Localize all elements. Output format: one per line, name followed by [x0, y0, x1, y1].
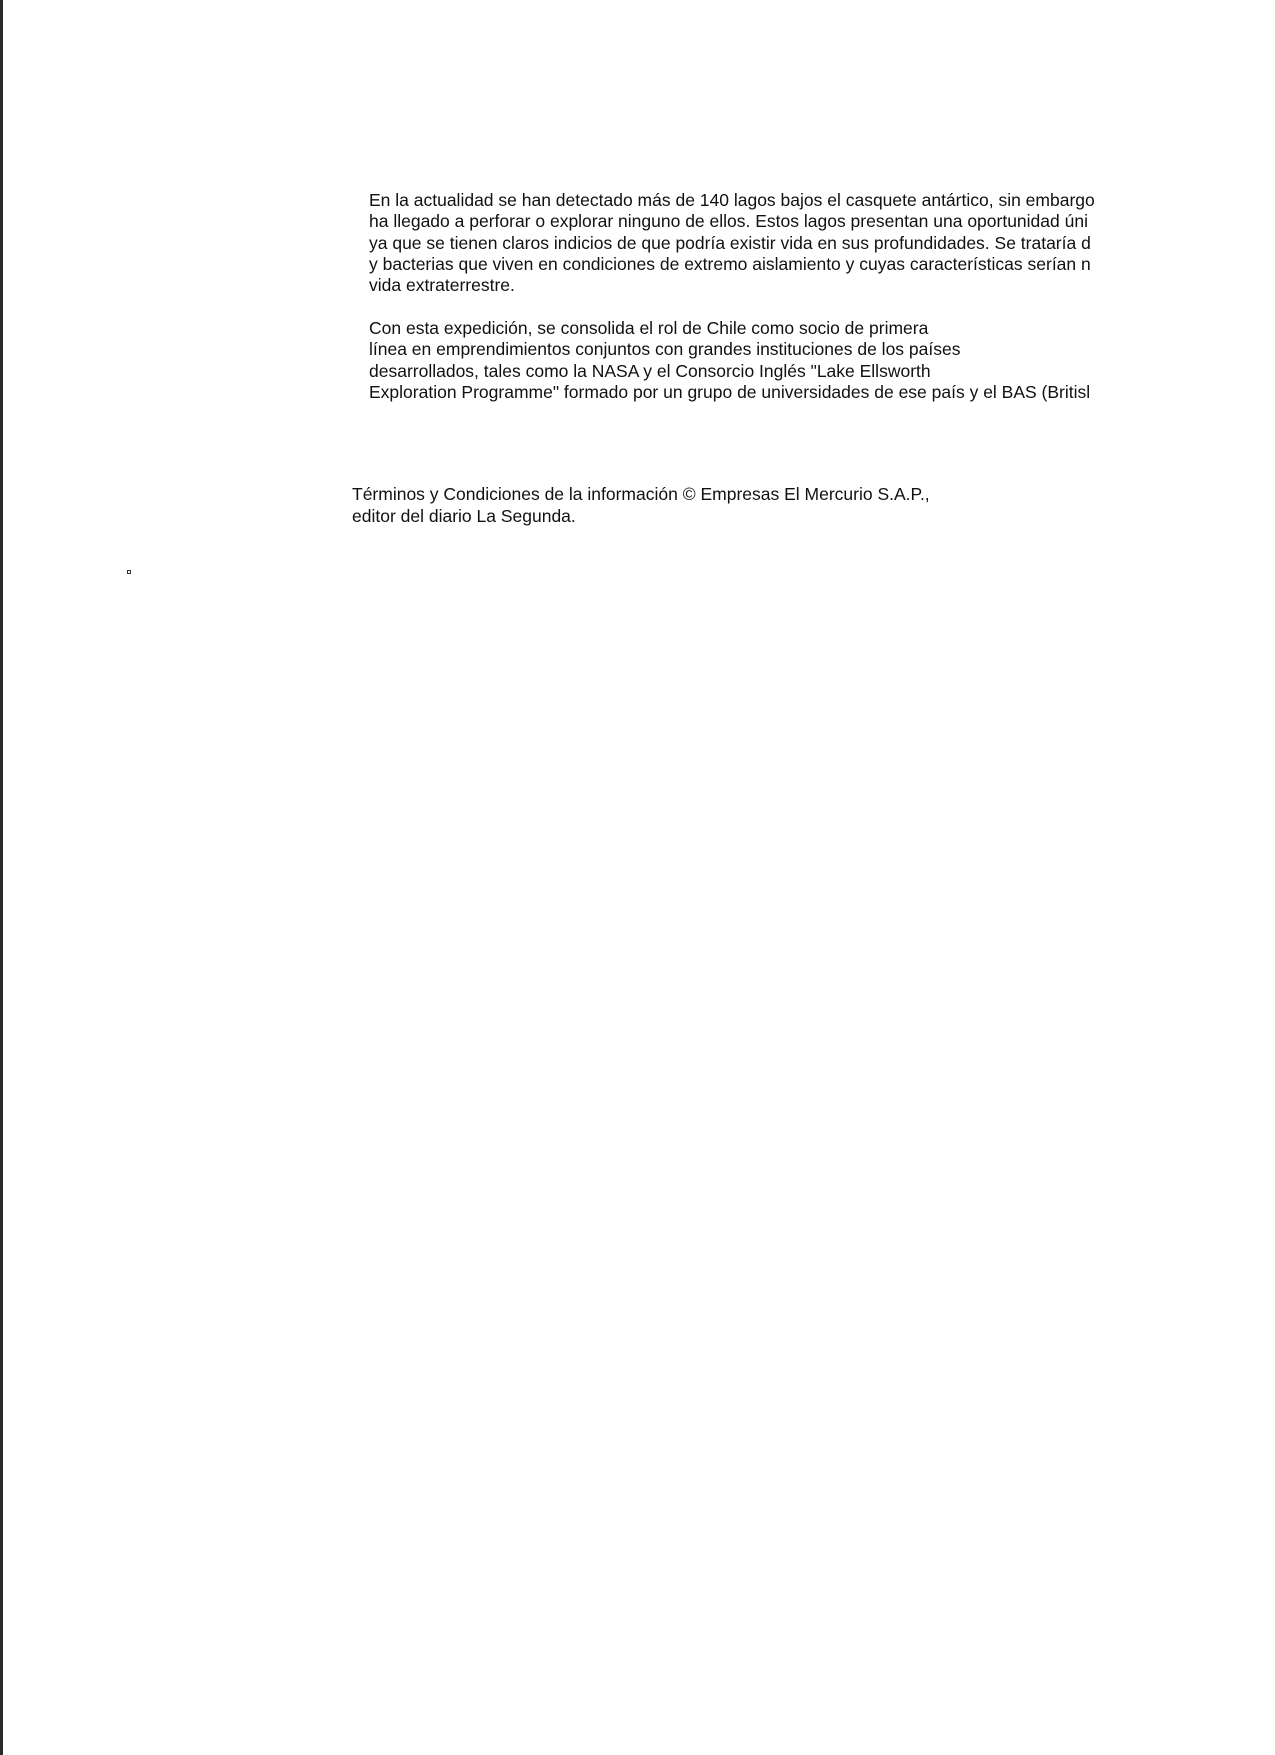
- footer-line: Términos y Condiciones de la información © Empresas El Mercurio S.A.P.,: [352, 484, 930, 504]
- paragraph-line: vida extraterrestre.: [369, 275, 515, 296]
- paragraph-line: y bacterias que viven en condiciones de extremo aislamiento y cuyas características serían n: [369, 253, 1091, 274]
- paragraph-line: desarrollados, tales como la NASA y el Consorcio Inglés "Lake Ellsworth: [369, 360, 931, 381]
- paragraph-line: ha llegado a perforar o explorar ninguno de ellos. Estos lagos presentan una oportunidad úni: [369, 211, 1088, 232]
- article-paragraph-1: [369, 190, 1142, 296]
- paragraph-line: En la actualidad se han detectado más de 140 lagos bajos el casquete antártico, sin embargo: [369, 190, 1095, 210]
- scan-edge: [0, 0, 3, 1755]
- paragraph-line: Con esta expedición, se consolida el rol de Chile como socio de primera: [369, 318, 929, 338]
- footer-line: editor del diario La Segunda.: [352, 505, 576, 526]
- article-paragraph-2: [369, 318, 1142, 403]
- bullet-square-icon: [127, 570, 131, 574]
- paragraph-line: línea en emprendimientos conjuntos con grandes instituciones de los países: [369, 339, 961, 360]
- paragraph-line: ya que se tienen claros indicios de que podría existir vida en sus profundidades. Se trataría d: [369, 232, 1091, 253]
- terms-footer: [352, 484, 1112, 527]
- paragraph-line: Exploration Programme" formado por un grupo de universidades de ese país y el BAS (Britisl: [369, 381, 1091, 402]
